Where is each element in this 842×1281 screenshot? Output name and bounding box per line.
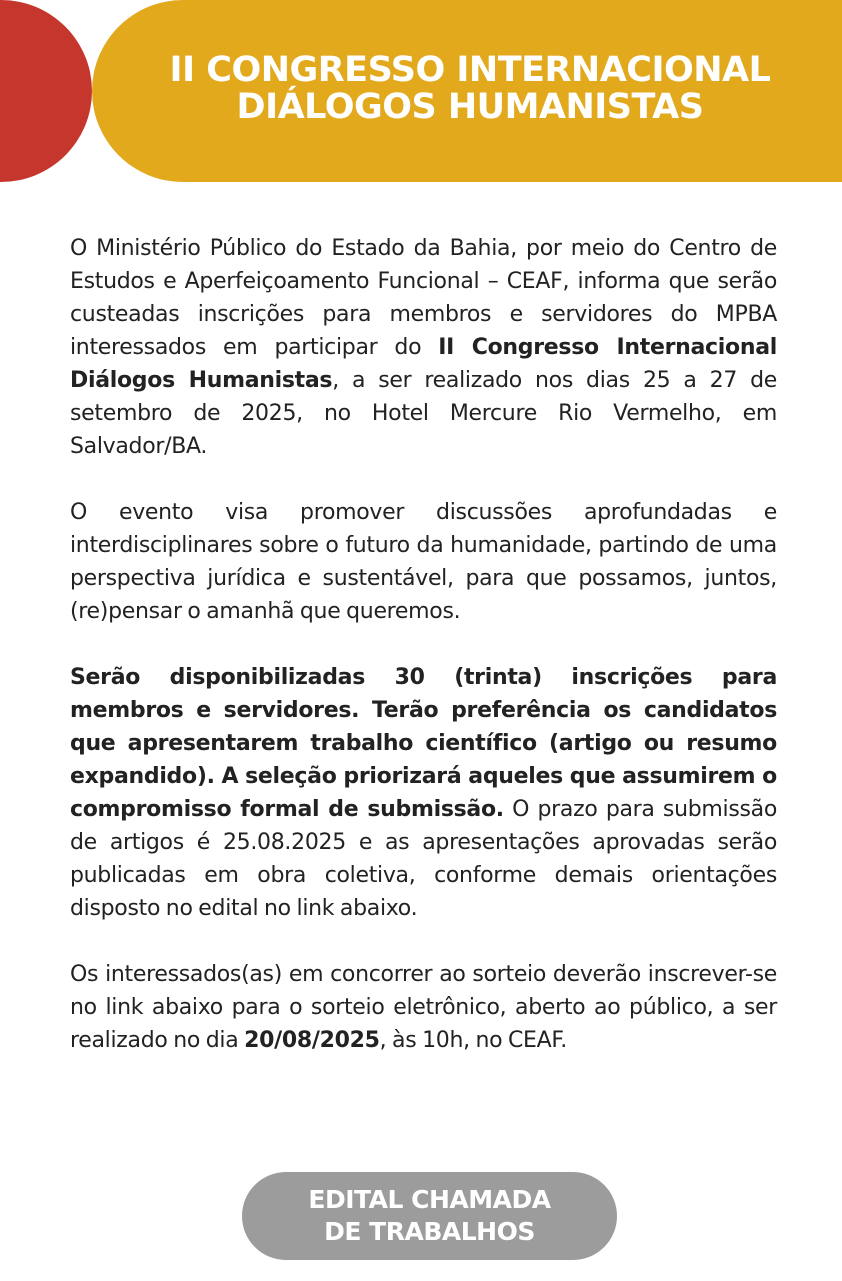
page-title: [140, 52, 800, 126]
paragraph-vacancies: [70, 661, 777, 925]
draw-text: Os interessados(as) em concorrer ao sorteio deverão inscrever-se no link abaixo para o sorteio eletrônico, aberto ao público, a ser realizado no dia: [70, 962, 777, 1053]
title-line-1: II CONGRESSO INTERNACIONAL: [169, 50, 771, 90]
intro-text-end: , a ser realizado nos dias 25 a 27 de setembro de 2025, no Hotel Mercure Rio Vermelho, em Salvador/BA.: [70, 368, 778, 459]
congress-name: II Congresso Internacional Diálogos Humanistas: [70, 335, 777, 393]
button-label-line-1: EDITAL CHAMADA: [308, 1185, 551, 1214]
announcement-body: [70, 232, 777, 1090]
vacancies-highlight: Serão disponibilizadas 30 (trinta) inscrições para membros e servidores. Terão preferência os candidatos que apresentarem trabalho científico (artigo ou resumo expandido). A seleção priorizará aqueles que assumirem o compromisso formal de submissão.: [70, 665, 777, 822]
paragraph-draw: [70, 958, 777, 1057]
paragraph-intro: [70, 232, 777, 463]
event-goal-text: O evento visa promover discussões aprofundadas e interdisciplinares sobre o futuro da humanidade, partindo de uma perspectiva jurídica e sustentável, para que possamos, juntos, (re)pensar o amanhã que queremos.: [70, 500, 777, 624]
red-circle-decoration: [0, 0, 92, 182]
edital-button[interactable]: [242, 1172, 617, 1260]
draw-date: 20/08/2025: [244, 1028, 380, 1053]
title-line-2: DIÁLOGOS HUMANISTAS: [236, 87, 704, 127]
vacancies-text: O prazo para submissão de artigos é 25.08.2025 e as apresentações aprovadas serão publicadas em obra coletiva, conforme demais orientações disposto no edital no link abaixo.: [70, 797, 777, 921]
paragraph-event-goal: [70, 496, 777, 628]
button-label-line-2: DE TRABALHOS: [324, 1217, 535, 1246]
draw-text-end: , às 10h, no CEAF.: [379, 1028, 567, 1053]
intro-text: O Ministério Público do Estado da Bahia, por meio do Centro de Estudos e Aperfeiçoamento Funcional – CEAF, informa que serão custeadas inscrições para membros e servidores do MPBA interessados em participar do: [70, 236, 777, 360]
